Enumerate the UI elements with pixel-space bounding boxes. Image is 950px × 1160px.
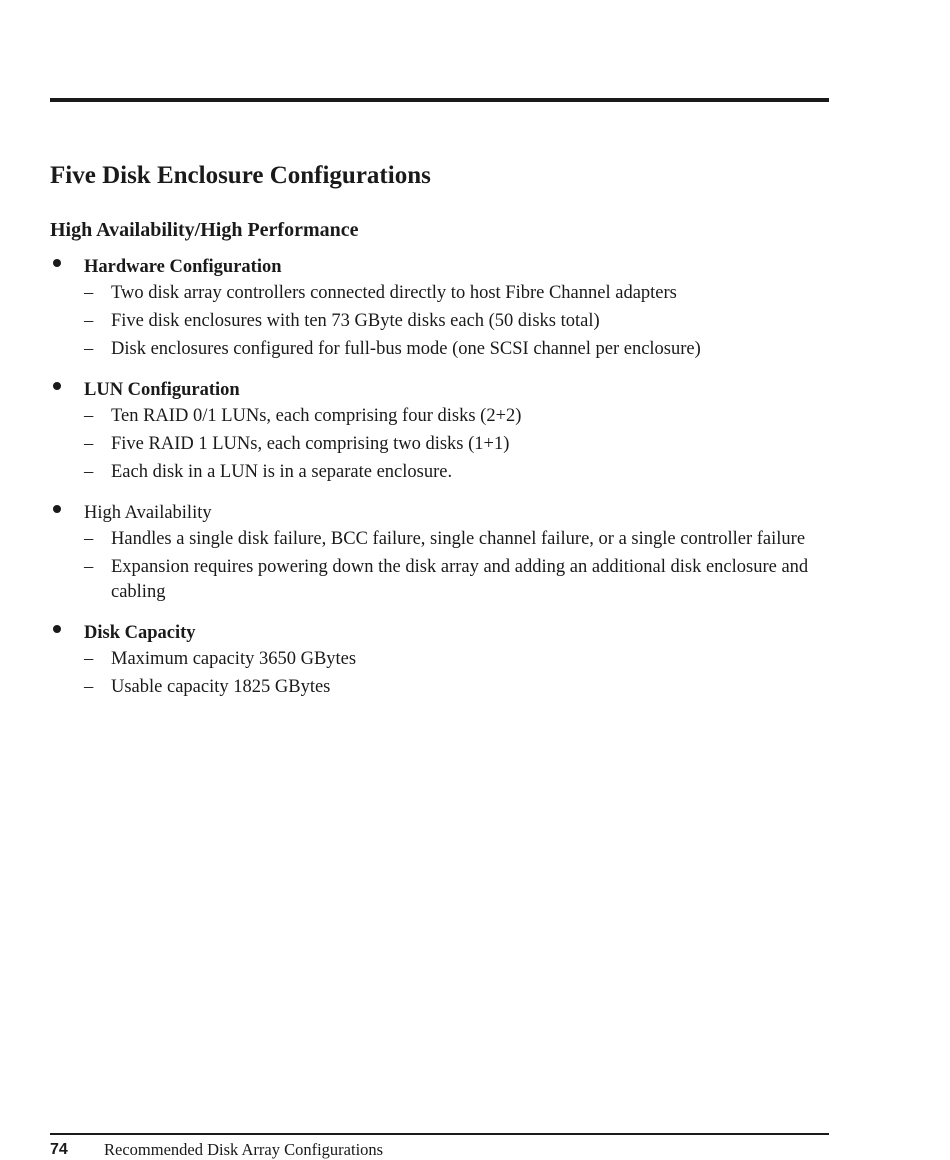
sub-item-text: Handles a single disk failure, BCC failure, single channel failure, or a single controller failure	[111, 529, 806, 549]
bullet-icon	[53, 382, 61, 390]
footer-rule	[50, 1133, 829, 1135]
dash-icon: –	[84, 529, 94, 549]
section-title: Five Disk Enclosure Configurations	[50, 162, 431, 189]
bullet-hardware-configuration	[50, 253, 810, 365]
sub-list	[84, 647, 810, 703]
dash-icon: –	[84, 434, 94, 454]
dash-icon: –	[84, 676, 94, 697]
bullet-label: High Availability	[84, 503, 212, 523]
sub-list-item	[84, 281, 810, 309]
dash-icon: –	[84, 406, 94, 426]
sub-list-item	[84, 527, 810, 555]
sub-list-item	[84, 404, 810, 432]
bullet-icon	[53, 505, 61, 513]
sub-item-text: Disk enclosures configured for full-bus mode (one SCSI channel per enclosure)	[111, 339, 701, 359]
dash-icon: –	[84, 283, 94, 303]
bullet-label: Disk Capacity	[84, 622, 196, 643]
sub-list	[84, 404, 810, 488]
configuration-list	[50, 253, 810, 714]
bullet-high-availability	[50, 499, 810, 608]
sub-item-text: Five RAID 1 LUNs, each comprising two disks (1+1)	[111, 434, 510, 454]
sub-item-text: Each disk in a LUN is in a separate enclosure.	[111, 462, 453, 482]
sub-list-item	[84, 337, 810, 365]
bullet-label: Hardware Configuration	[84, 257, 282, 277]
sub-item-text: Maximum capacity 3650 GBytes	[111, 648, 357, 669]
sub-list-item	[84, 555, 810, 608]
bullet-disk-capacity	[50, 619, 810, 703]
sub-list-item	[84, 432, 810, 460]
bullet-lun-configuration	[50, 376, 810, 488]
sub-item-text: Five disk enclosures with ten 73 GByte disks each (50 disks total)	[111, 311, 600, 331]
dash-icon: –	[84, 311, 94, 331]
bullet-icon	[53, 259, 61, 267]
dash-icon: –	[84, 339, 94, 359]
sub-item-text: Usable capacity 1825 GBytes	[111, 676, 331, 697]
sub-item-text: Ten RAID 0/1 LUNs, each comprising four disks (2+2)	[111, 406, 522, 426]
dash-icon: –	[84, 462, 94, 482]
sub-list-item	[84, 647, 810, 675]
running-footer-title: Recommended Disk Array Configurations	[104, 1140, 384, 1159]
dash-icon: –	[84, 648, 94, 669]
subsection-title: High Availability/High Performance	[50, 219, 359, 241]
page-number: 74	[50, 1141, 68, 1158]
sub-item-text: Expansion requires powering down the disk array and adding an additional disk enclosure and cabling	[111, 557, 809, 602]
sub-list-item	[84, 675, 810, 703]
bullet-icon	[53, 625, 61, 633]
sub-list-item	[84, 460, 810, 488]
sub-item-text: Two disk array controllers connected directly to host Fibre Channel adapters	[111, 283, 677, 303]
bullet-label: LUN Configuration	[84, 380, 240, 400]
sub-list-item	[84, 309, 810, 337]
header-rule	[50, 98, 829, 102]
dash-icon: –	[84, 557, 94, 577]
sub-list	[84, 281, 810, 365]
sub-list	[84, 527, 810, 608]
